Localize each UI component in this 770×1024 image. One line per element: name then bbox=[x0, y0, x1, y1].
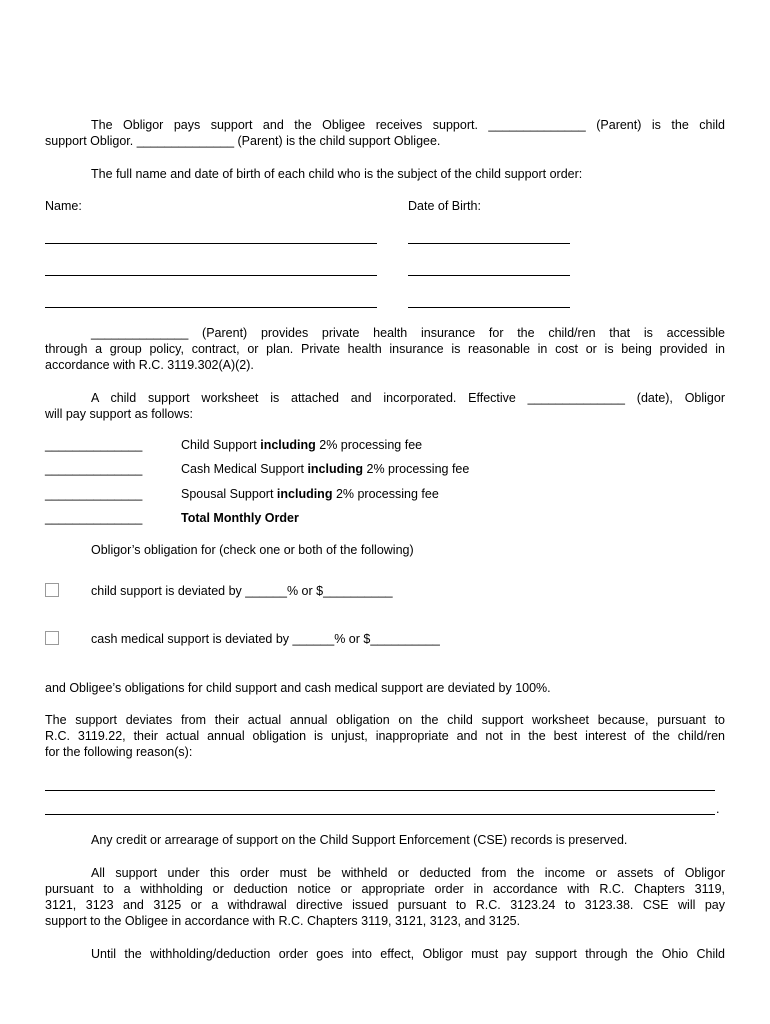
children-intro: The full name and date of birth of each child who is the subject of the child support order: bbox=[91, 167, 583, 181]
reasons-line-1: The support deviates from their actual annual obligation on the child support worksheet because, pursuant to bbox=[45, 713, 725, 727]
support-item-cash-medical bbox=[45, 461, 142, 477]
worksheet-line-1: A child support worksheet is attached and incorporated. Effective ______________ (date), Obligor bbox=[91, 391, 725, 405]
support-item-label: Spousal Support bbox=[181, 487, 277, 501]
support-item-bold: including bbox=[307, 462, 364, 476]
reasons-line-3: for the following reason(s): bbox=[45, 745, 193, 759]
intro-line-1: The Obligor pays support and the Obligee receives support. ______________ (Parent) is the child bbox=[91, 118, 725, 132]
reason-line-1[interactable] bbox=[45, 790, 715, 791]
support-item-blank[interactable]: ______________ bbox=[45, 511, 143, 525]
name-label: Name: bbox=[45, 199, 82, 213]
child-support-deviation-label: child support is deviated by ______% or $__________ bbox=[91, 584, 393, 598]
support-item-child bbox=[45, 437, 142, 453]
support-item-suffix: 2% processing fee bbox=[315, 438, 423, 452]
support-item-suffix: 2% processing fee bbox=[363, 462, 470, 476]
support-item-cash-medical-label bbox=[181, 461, 469, 477]
support-item-blank[interactable]: ______________ bbox=[45, 487, 143, 501]
support-item-total bbox=[45, 510, 142, 526]
obligee-deviation: and Obligee’s obligations for child support and cash medical support are deviated by 100%. bbox=[45, 681, 551, 695]
child-2-dob-line[interactable] bbox=[408, 275, 570, 276]
withholding-line-1: All support under this order must be withheld or deducted from the income or assets of Obligor bbox=[91, 866, 725, 880]
cash-medical-deviation-label: cash medical support is deviated by ______% or $__________ bbox=[91, 632, 440, 646]
support-item-child-label bbox=[181, 437, 422, 453]
support-item-blank[interactable]: ______________ bbox=[45, 462, 143, 476]
support-item-suffix: 2% processing fee bbox=[332, 487, 439, 501]
child-3-dob-line[interactable] bbox=[408, 307, 570, 308]
reasons-line-2: R.C. 3119.22, their actual annual obligation is unjust, inappropriate and not in the best interest of the child/ren bbox=[45, 729, 725, 743]
support-item-label: Child Support bbox=[181, 438, 261, 452]
insurance-line-3: accordance with R.C. 3119.302(A)(2). bbox=[45, 358, 254, 372]
withholding-line-2: pursuant to a withholding or deduction notice or appropriate order in accordance with R.C. Chapters 3119, bbox=[45, 882, 725, 896]
insurance-line-1: ______________ (Parent) provides private health insurance for the child/ren that is accessible bbox=[91, 326, 725, 340]
worksheet-line-2: will pay support as follows: bbox=[45, 407, 193, 421]
support-item-spousal-label bbox=[181, 486, 439, 502]
reason-end-period: . bbox=[716, 802, 720, 816]
child-2-name-line[interactable] bbox=[45, 275, 377, 276]
intro-line-2: support Obligor. ______________ (Parent) is the child support Obligee. bbox=[45, 134, 441, 148]
support-item-label: Cash Medical Support bbox=[181, 462, 308, 476]
withholding-line-4: support to the Obligee in accordance with R.C. Chapters 3119, 3121, 3123, and 3125. bbox=[45, 914, 521, 928]
arrearage-paragraph: Any credit or arrearage of support on the Child Support Enforcement (CSE) records is preserved. bbox=[91, 833, 628, 847]
support-item-bold: including bbox=[260, 438, 316, 452]
support-item-spousal bbox=[45, 486, 142, 502]
insurance-line-2: through a group policy, contract, or plan. Private health insurance is reasonable in cost or is being provided in bbox=[45, 342, 725, 356]
cash-medical-deviation-checkbox[interactable] bbox=[45, 631, 59, 645]
until-paragraph: Until the withholding/deduction order goes into effect, Obligor must pay support through the Ohio Child bbox=[91, 947, 725, 961]
support-item-blank[interactable]: ______________ bbox=[45, 438, 143, 452]
obligation-intro: Obligor’s obligation for (check one or both of the following) bbox=[91, 543, 414, 557]
support-item-bold: including bbox=[276, 487, 333, 501]
withholding-line-3: 3121, 3123 and 3125 or a withdrawal directive issued pursuant to R.C. 3123.24 to 3123.38. CSE will pay bbox=[45, 898, 725, 912]
child-1-name-line[interactable] bbox=[45, 243, 377, 244]
dob-label: Date of Birth: bbox=[408, 199, 481, 213]
reason-line-2[interactable] bbox=[45, 814, 715, 815]
child-3-name-line[interactable] bbox=[45, 307, 377, 308]
child-support-deviation-checkbox[interactable] bbox=[45, 583, 59, 597]
support-item-total-label bbox=[181, 510, 299, 526]
child-1-dob-line[interactable] bbox=[408, 243, 570, 244]
support-item-bold: Total Monthly Order bbox=[181, 511, 299, 525]
